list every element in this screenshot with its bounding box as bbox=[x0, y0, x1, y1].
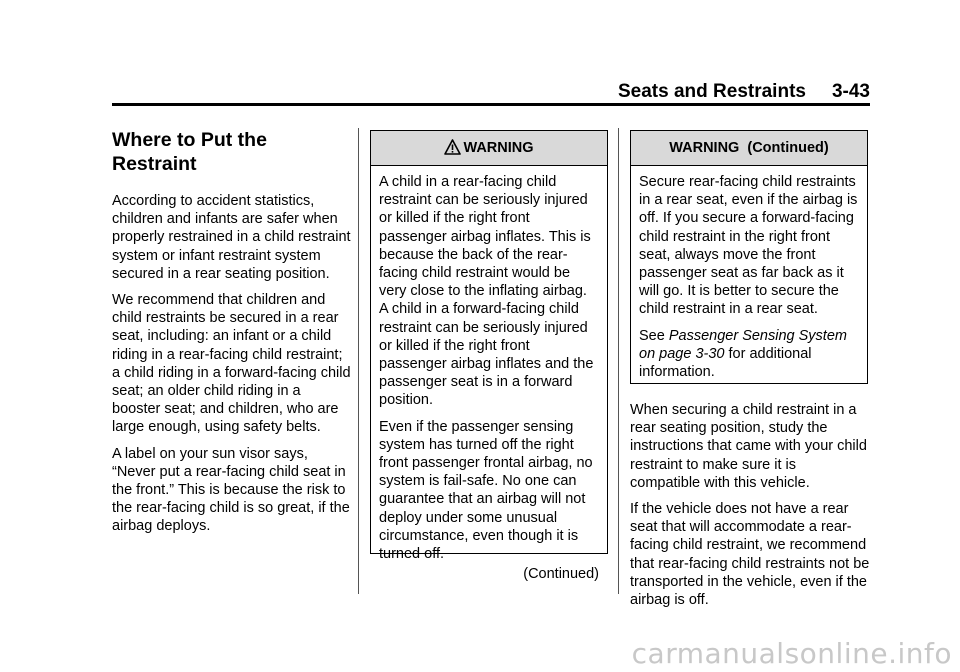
column-divider bbox=[618, 128, 619, 594]
paragraph: Even if the passenger sensing system has turned off the right front passenger frontal airbag, no system is fail-safe. No one can guarantee that an airbag will not deploy under some unusual circumstance, even though it is turned off. bbox=[379, 418, 593, 563]
paragraph: According to accident statistics, children and infants are safer when properly restrained in a child restraint system or infant restraint system secured in a rear seating position. bbox=[112, 193, 351, 282]
watermark: carmanualsonline.info bbox=[631, 637, 952, 670]
warning-body bbox=[371, 166, 607, 583]
column-divider bbox=[358, 128, 359, 594]
warning-title: WARNING bbox=[463, 140, 534, 156]
header-rule bbox=[112, 103, 870, 106]
paragraph: If the vehicle does not have a rear seat that will accommodate a rear-facing child restraint, we recommend that rear-facing child restraints not be transported in the vehicle, even if the airbag is off. bbox=[630, 501, 870, 609]
see-suffix: for additional information. bbox=[639, 345, 812, 381]
paragraph: We recommend that children and child restraints be secured in a rear seat, including: an infant or a child riding in a rear-facing child restraint; a child riding in a forward-facing child seat; an older child riding in a booster seat; and children, who are large enough, using safety belts. bbox=[112, 292, 351, 436]
warning-title-bar bbox=[631, 131, 867, 166]
paragraph: A child in a rear-facing child restraint can be seriously injured or killed if the right front passenger airbag inflates. This is because the back of the rear-facing child restraint would be very close to the inflating airbag. A child in a forward-facing child restraint can be seriously injured or killed if the right front passenger airbag inflates and the passenger seat is in a forward position. bbox=[379, 174, 594, 409]
page-header bbox=[112, 80, 870, 104]
warning-box-continued bbox=[630, 130, 868, 384]
warning-icon bbox=[444, 134, 461, 168]
warning-box bbox=[370, 130, 608, 583]
continued-label: (Continued) bbox=[523, 566, 599, 583]
column-1 bbox=[112, 128, 352, 544]
warning-title: WARNING (Continued) bbox=[669, 140, 829, 156]
see-prefix: See bbox=[639, 327, 665, 344]
warning-title-bar bbox=[371, 131, 607, 166]
page-number: 3-43 bbox=[831, 81, 870, 102]
column-3 bbox=[630, 401, 870, 617]
paragraph: When securing a child restraint in a rear seating position, study the instructions that came with your child restraint to make sure it is compatible with this vehicle. bbox=[630, 402, 867, 491]
paragraph: Secure rear-facing child restraints in a rear seat, even if the airbag is off. If you secure a forward-facing child restraint in the right front seat, always move the front passenger seat as far back as it will go. It is better to secure the child restraint in a rear seat. bbox=[639, 174, 858, 318]
cross-reference-link[interactable]: Passenger Sensing System on page 3-30 bbox=[639, 327, 847, 362]
paragraph: A label on your sun visor says, “Never put a rear-facing child seat in the front.” This is because the risk to the rear-facing child is so great, if the airbag deploys. bbox=[112, 445, 350, 535]
section-title: Seats and Restraints bbox=[618, 81, 806, 102]
warning-body bbox=[631, 166, 867, 381]
see-reference bbox=[639, 327, 859, 382]
section-heading: Where to Put the Restraint bbox=[112, 129, 267, 175]
